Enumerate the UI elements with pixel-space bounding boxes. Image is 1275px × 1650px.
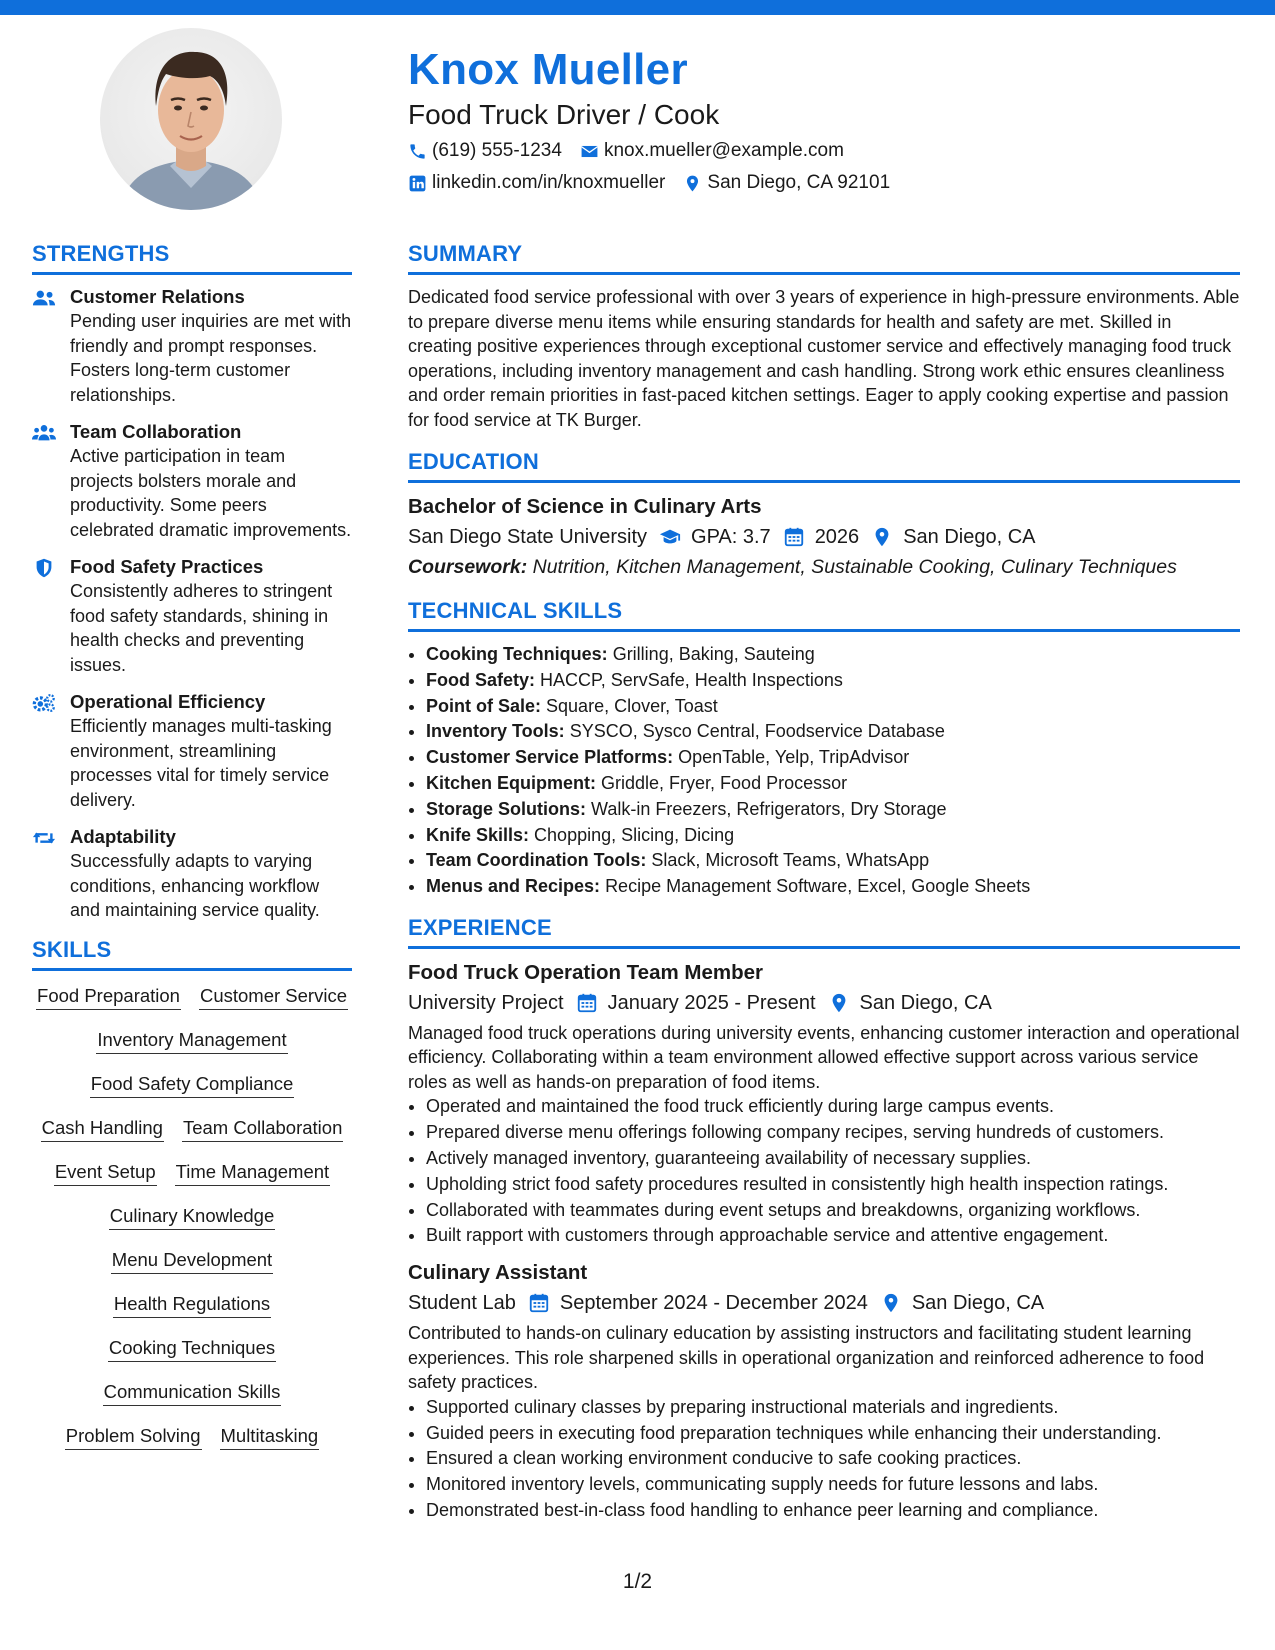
group-icon [32,423,56,443]
skill-tag: Customer Service [199,983,348,1010]
list-item: • Kitchen Equipment: Griddle, Fryer, Food Processor [426,771,1240,797]
list-item: • Upholding strict food safety procedures resulted in consistently high health inspection ratings. [426,1172,1240,1198]
skill-tag: Team Collaboration [182,1115,343,1142]
list-item: • Collaborated with teammates during event setups and breakdowns, organizing workflows. [426,1198,1240,1224]
linkedin-text[interactable]: linkedin.com/in/knoxmueller [432,172,666,193]
job-title: Food Truck Operation Team Member [408,960,764,984]
skill-tag: Problem Solving [65,1423,202,1450]
list-item: • Customer Service Platforms: OpenTable, Yelp, TripAdvisor [426,745,1240,771]
calendar-icon [783,526,805,548]
school-name: San Diego State University [408,526,648,548]
list-item: • Operated and maintained the food truck efficiently during large campus events. [426,1094,1240,1120]
skill-tag: Communication Skills [103,1379,282,1406]
left-column [32,240,352,1467]
strength-title: Adaptability [70,826,176,847]
skill-tag: Event Setup [54,1159,157,1186]
calendar-icon [576,992,598,1014]
list-item: • Team Coordination Tools: Slack, Microsoft Teams, WhatsApp [426,848,1240,874]
job-location: San Diego, CA [859,991,992,1014]
strength-title: Team Collaboration [70,421,242,442]
strength-desc: Efficiently manages multi-tasking environment, streamlining processes vital for timely service delivery. [70,716,332,810]
strength-desc: Consistently adheres to stringent food safety standards, shining in health checks and preventing issues. [70,581,333,675]
experience-entry [408,959,1240,1249]
job-meta [408,989,1240,1017]
strength-title: Customer Relations [70,286,245,307]
summary-heading: SUMMARY [408,240,1240,275]
list-item: • Actively managed inventory, guaranteeing availability of necessary supplies. [426,1146,1240,1172]
list-item: • Guided peers in executing food preparation techniques while enhancing their understanding. [426,1421,1240,1447]
job-dates: January 2025 - Present [607,991,816,1014]
strength-item [32,825,352,923]
calendar-icon [528,1292,550,1314]
skill-tag: Culinary Knowledge [109,1203,276,1230]
technical-skills-heading: TECHNICAL SKILLS [408,597,1240,632]
email-text[interactable]: knox.mueller@example.com [603,140,844,161]
skill-tag: Food Preparation [36,983,181,1010]
job-org: Student Lab [408,1292,516,1315]
profile-photo [100,28,282,210]
gears-icon [32,693,56,713]
strength-item [32,285,352,407]
location-text: San Diego, CA 92101 [707,172,891,193]
skill-tag: Inventory Management [96,1027,287,1054]
list-item: • Prepared diverse menu offerings following company recipes, serving hundreds of customers. [426,1120,1240,1146]
linkedin-contact[interactable] [408,170,665,196]
job-description: Contributed to hands-on culinary education by assisting instructors and facilitating student learning experiences. This role sharpened skills in operational organization and reinforced adherence to food safety practices. [408,1323,1205,1393]
skill-tag: Menu Development [111,1247,273,1274]
strengths-heading: STRENGTHS [32,240,352,275]
list-item: • Inventory Tools: SYSCO, Sysco Central, Foodservice Database [426,719,1240,745]
email-contact[interactable] [580,138,844,164]
skill-tag: Food Safety Compliance [90,1071,295,1098]
skills-heading: SKILLS [32,936,352,971]
list-item: • Built rapport with customers through approachable service and attentive engagement. [426,1223,1240,1249]
list-item: • Menus and Recipes: Recipe Management Software, Excel, Google Sheets [426,874,1240,900]
page-number: 1/2 [622,1570,653,1593]
list-item: • Supported culinary classes by preparing instructional materials and ingredients. [426,1395,1240,1421]
shield-icon [32,558,56,578]
users-icon [32,288,56,308]
education-heading: EDUCATION [408,448,1240,483]
list-item: • Ensured a clean working environment conducive to safe cooking practices. [426,1446,1240,1472]
graduation-cap-icon [659,526,681,548]
job-bullets [408,1395,1240,1524]
experience-entry [408,1259,1240,1523]
education-meta [408,523,1240,551]
list-item: • Monitored inventory levels, communicating supply needs for future lessons and labs. [426,1472,1240,1498]
skill-tag: Health Regulations [113,1291,271,1318]
contact-row-1 [408,138,1248,164]
map-pin-icon [828,992,850,1014]
contact-row-2 [408,170,1248,196]
job-title: Culinary Assistant [408,1261,588,1285]
coursework-line [408,553,1240,581]
candidate-name: Knox Mueller [408,45,688,94]
phone-text: (619) 555-1234 [432,140,562,161]
strength-desc: Successfully adapts to varying conditions, enhancing workflow and maintaining service quality. [70,851,320,920]
education-location: San Diego, CA [903,526,1036,548]
list-item: • Storage Solutions: Walk-in Freezers, Refrigerators, Dry Storage [426,797,1240,823]
map-pin-icon [880,1292,902,1314]
list-item: • Knife Skills: Chopping, Slicing, Dicing [426,823,1240,849]
skills-tag-list [32,981,352,1467]
strength-title: Operational Efficiency [70,691,266,712]
skill-tag: Multitasking [220,1423,320,1450]
summary-text: Dedicated food service professional with over 3 years of experience in high-pressure environments. Able to prepare diverse menu items while ensuring standards for health and safety are met. Skilled in creating positive experiences through exceptional customer service and effectively managing food truck operations, including inventory management and cash handling. Strong work ethic ensures cleanliness and order remain priorities in fast-paced kitchen settings. Eager to apply cooking expertise and passion for food service at TK Burger. [408,287,1240,430]
map-pin-icon [871,526,893,548]
gpa-text: GPA: 3.7 [691,526,771,548]
coursework-text: Nutrition, Kitchen Management, Sustainable Cooking, Culinary Techniques [532,556,1177,578]
strength-item [32,555,352,677]
job-bullets [408,1094,1240,1249]
strength-title: Food Safety Practices [70,556,264,577]
list-item: • Demonstrated best-in-class food handling to enhance peer learning and compliance. [426,1498,1240,1524]
top-accent-bar [0,0,1275,15]
email-icon [580,142,599,161]
right-column [408,240,1240,1524]
skill-tag: Cash Handling [41,1115,164,1142]
location-contact [683,170,890,196]
list-item: • Point of Sale: Square, Clover, Toast [426,694,1240,720]
strength-desc: Active participation in team projects bolsters morale and productivity. Some peers celebrated dramatic improvements. [70,446,352,540]
job-description: Managed food truck operations during university events, enhancing customer interaction and operational efficiency. Collaborating within a team environment allowed effective support across various service roles as well as hands-on preparation of food items. [408,1022,1240,1092]
retweet-icon [32,828,56,848]
list-item: • Cooking Techniques: Grilling, Baking, Sauteing [426,642,1240,668]
job-meta [408,1289,1240,1317]
strength-desc: Pending user inquiries are met with friendly and prompt responses. Fosters long-term customer relationships. [70,311,352,405]
job-org: University Project [408,991,564,1014]
job-dates: September 2024 - December 2024 [559,1292,868,1315]
candidate-role: Food Truck Driver / Cook [408,99,720,130]
degree-title: Bachelor of Science in Culinary Arts [408,495,762,518]
experience-heading: EXPERIENCE [408,914,1240,949]
graduation-year: 2026 [814,526,860,548]
map-pin-icon [683,174,702,193]
strength-item [32,420,352,542]
skill-tag: Cooking Techniques [108,1335,276,1362]
linkedin-icon [408,174,427,193]
resume-header [408,44,1248,196]
list-item: • Food Safety: HACCP, ServSafe, Health Inspections [426,668,1240,694]
phone-icon [408,142,427,161]
technical-skills-list [408,642,1240,900]
job-location: San Diego, CA [911,1292,1045,1315]
strength-item [32,690,352,812]
skill-tag: Time Management [175,1159,331,1186]
coursework-label: Coursework: [408,556,528,578]
phone-contact [408,138,562,164]
